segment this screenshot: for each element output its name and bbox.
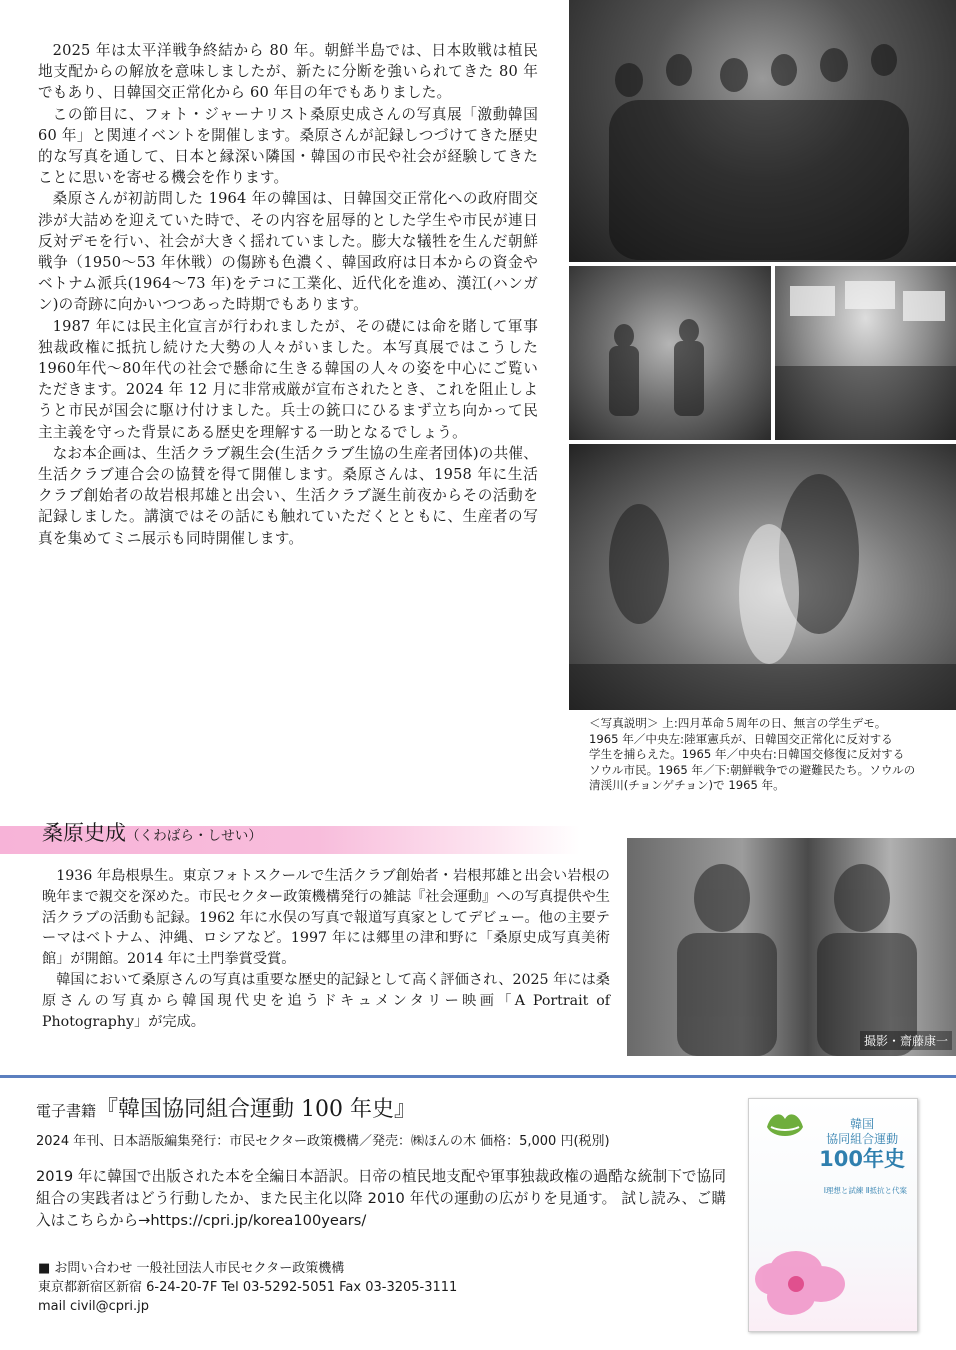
book-publication-info: 2024 年刊、日本語版編集発行：市民セクター政策機構／発売：㈱ほんの木 価格：5,000 円(税別) — [36, 1134, 610, 1149]
photo-seoul-citizens-protest — [775, 266, 956, 440]
cover-title-line: 100年史 — [819, 1147, 905, 1171]
cover-title — [819, 1117, 905, 1171]
contact-info — [38, 1259, 457, 1316]
bio-paragraph-1: 1936 年島根県生。東京フォトスクールで生活クラブ創始者・岩根邦雄と出会い岩根の晩年まで親交を深めた。市民セクター政策機構発行の雑誌『社会運動』への写真提供や生活クラブの活動も記録。1962 年に水俣の写真で報道写真家としてデビュー。他の主要テーマはベトナム、沖縄、ロシアなど。1997 年には郷里の津和野に「桑原史成写真美術館」が開館。2014 年に土門拳賞受賞。 — [42, 868, 610, 968]
intro-paragraph-5: なお本企画は、生活クラブ親生会(生活クラブ生協の生産者団体)の共催、生活クラブ連合会の協賛を得て開催します。桑原さんは、1958 年に生活クラブ創始者の故岩根邦雄と出会い、生活クラブ誕生前夜からその活動を記録しました。講演ではその話にも触れていただくとともに、生産者の写真を集めてミニ展示も同時開催します。 — [38, 444, 538, 547]
caption-line: 学生を捕らえた。1965 年／中央右:日韓国交修復に反対する — [589, 747, 905, 762]
profile-bio — [42, 866, 610, 1032]
profile-name-reading: （くわばら・しせい） — [126, 828, 262, 844]
intro-paragraph-2: この節目に、フォト・ジャーナリスト桑原史成さんの写真展「激動韓国 60 年」と関連イベントを開催します。桑原さんが記録しつづけてきた歴史的な写真を通して、日本と縁深い隣国・韓国の市民や社会が経験してきたことに思いを寄せる機会を作ります。 — [38, 105, 538, 187]
section-divider — [0, 1075, 956, 1078]
cover-title-line: 韓国 — [850, 1117, 875, 1131]
book-label: 電子書籍 — [36, 1102, 97, 1120]
contact-organization: ■ お問い合わせ 一般社団法人市民セクター政策機構 — [38, 1261, 345, 1276]
bio-paragraph-2: 韓国において桑原さんの写真は重要な歴史的記録として高く評価され、2025 年には桑原さんの写真から韓国現代史を追うドキュメンタリー映画「A Portrait of Photography」が完成。 — [42, 971, 610, 1030]
intro-text — [38, 40, 538, 549]
flower-icon — [751, 1239, 871, 1329]
caption-line: 清渓川(チョンゲチョン)で 1965 年。 — [589, 778, 785, 793]
book-title: 『韓国協同組合運動 100 年史』 — [96, 1097, 416, 1122]
cover-title-line: 協同組合運動 — [826, 1132, 899, 1146]
caption-line: 1965 年／中央左:陸軍憲兵が、日韓国交正常化に反対する — [589, 731, 893, 746]
lips-logo-icon — [763, 1109, 807, 1145]
photo-caption — [589, 716, 951, 794]
intro-paragraph-3: 桑原さんが初訪問した 1964 年の韓国は、日韓国交正常化への政府間交渉が大詰めを迎えていた時で、その内容を屈辱的とした学生や市民が連日反対デモを行い、社会が大きく揺れていました。膨大な犠牲を生んだ朝鮮戦争（1950～53 年休戦）の傷跡も色濃く、韓国政府は日本からの資金やベトナム派兵(1964～73 年)をテコに工業化、近代化を進め、漢江(ハンガン)の奇跡に向かいつつあった時期でもあります。 — [38, 190, 538, 314]
photo-war-refugees — [569, 444, 956, 710]
contact-email: mail civil@cpri.jp — [38, 1299, 150, 1314]
book-heading — [36, 1092, 416, 1123]
book-description — [36, 1166, 726, 1232]
caption-line: ソウル市民。1965 年／下:朝鮮戦争での避難民たち。ソウルの — [589, 762, 916, 777]
contact-address: 東京都新宿区新宿 6-24-20-7F Tel 03-5292-5051 Fax 03-3205-3111 — [38, 1280, 458, 1295]
book-description-text: 2019 年に韓国で出版された本を全編日本語訳。日帝の植民地支配や軍事独裁政権の過酷な統制下で協同組合の実践者はどう行動したか、また民主化以降 2010 年代の運動の広がりを見通す。 試し読み、ご購入はこちらから→https://cpri.jp/korea100years/ — [36, 1168, 726, 1229]
book-cover — [748, 1098, 918, 1332]
photo-credit: 撮影・齋藤康一 — [860, 1031, 952, 1050]
profile-name-heading — [42, 819, 262, 847]
cover-subtitle: Ⅰ理想と試練 Ⅱ抵抗と代案 — [823, 1186, 907, 1195]
photo-student-demonstration — [569, 0, 956, 262]
photo-military-police-arrest — [569, 266, 771, 440]
photo-portrait-photographer — [627, 838, 956, 1056]
caption-line: ＜写真説明＞ 上:四月革命５周年の日、無言の学生デモ。 — [589, 716, 887, 730]
intro-paragraph-1: 2025 年は太平洋戦争終結から 80 年。朝鮮半島では、日本敗戦は植民地支配からの解放を意味しましたが、新たに分断を強いられてきた 80 年でもあり、日韓国交正常化から 60 年目の年でもありました。 — [38, 42, 538, 102]
intro-paragraph-4: 1987 年には民主化宣言が行われましたが、その礎には命を賭して軍事独裁政権に抵抗し続けた大勢の人々がいました。本写真展ではこうした1960年代～80年代の社会で懸命に生きる韓国の人々の姿を中心にご覧いただきます。2024 年 12 月に非常戒厳が宣布されたとき、これを阻止しようと市民が国会に駆け付けました。兵士の銃口にひるまず立ち向かって民主主義を守った背景にある歴史を理解する一助となるでしょう。 — [38, 317, 538, 441]
profile-name: 桑原史成 — [42, 821, 126, 845]
